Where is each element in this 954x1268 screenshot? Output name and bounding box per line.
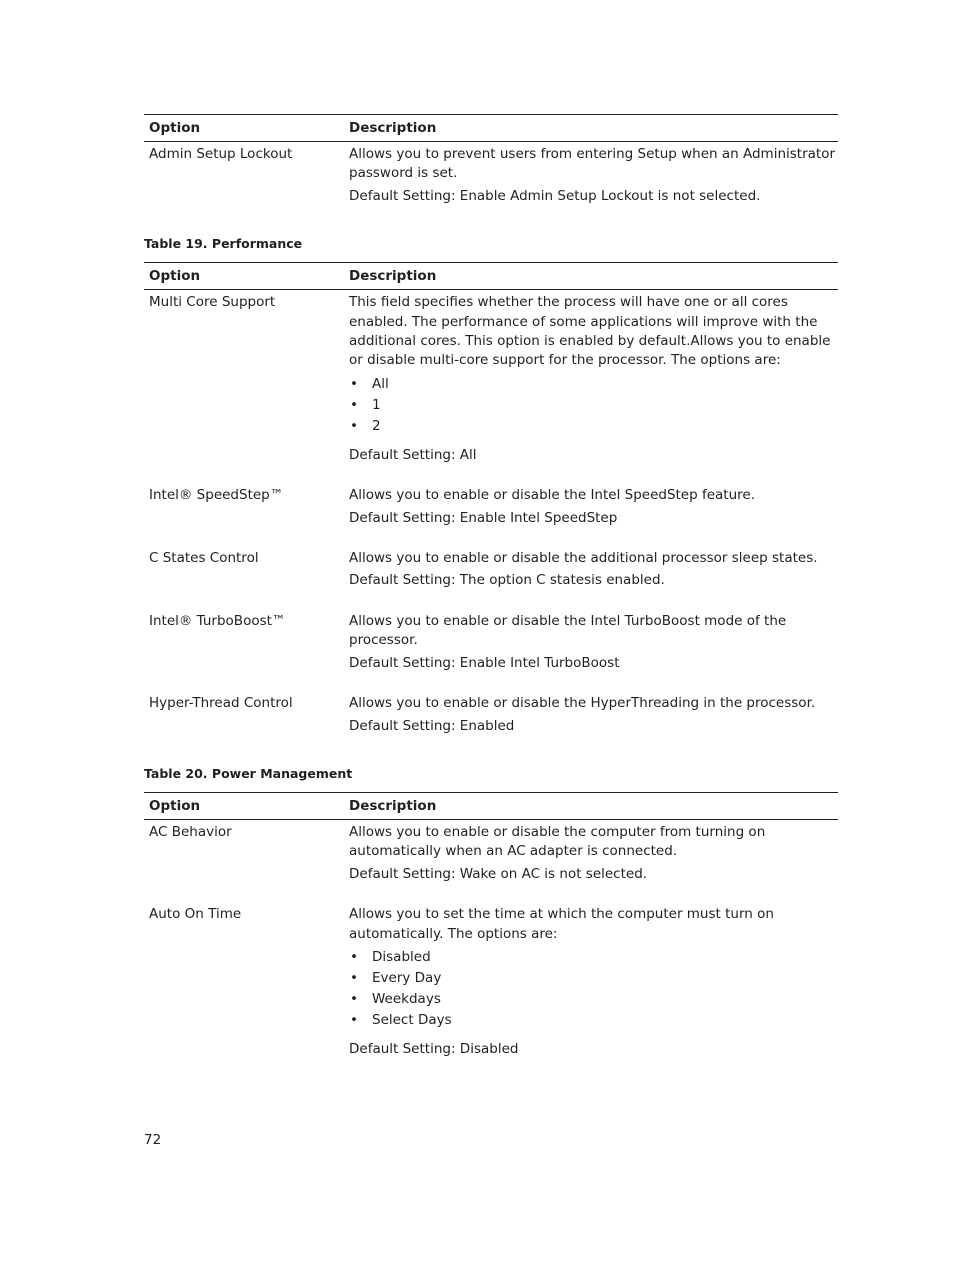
bullet-icon: • — [350, 375, 358, 392]
option-description — [349, 549, 838, 591]
list-item: • Every Day — [349, 969, 838, 990]
option-description — [349, 486, 838, 528]
option-name: Multi Core Support — [149, 294, 276, 311]
option-name: Intel® SpeedStep™ — [149, 487, 284, 504]
table-row-intel-turboboost — [144, 610, 838, 673]
default-setting: Default Setting: Wake on AC is not selected. — [349, 865, 648, 882]
default-setting: Default Setting: Enable Intel TurboBoost — [349, 654, 620, 671]
document-page — [144, 114, 838, 1059]
list-item: • 2 — [349, 417, 838, 438]
table-performance — [144, 236, 838, 736]
description-text: Allows you to enable or disable the Intel TurboBoost mode of the processor. — [349, 612, 787, 649]
option-description — [349, 694, 838, 736]
options-list — [349, 375, 838, 438]
option-name: C States Control — [149, 550, 259, 567]
list-item: • Disabled — [349, 948, 838, 969]
table-header — [144, 262, 838, 290]
description-text: Allows you to enable or disable the additional processor sleep states. — [349, 550, 818, 567]
header-description: Description — [349, 268, 437, 285]
default-setting: Default Setting: All — [349, 446, 477, 463]
header-description: Description — [349, 797, 437, 814]
header-option: Option — [149, 797, 201, 814]
bullet-icon: • — [350, 948, 358, 965]
table-row-admin-setup-lockout — [144, 142, 838, 206]
table-caption: Table 20. Power Management — [144, 765, 353, 781]
table-row-ac-behavior — [144, 820, 838, 884]
table-row-auto-on-time — [144, 903, 838, 1059]
description-text: Allows you to enable or disable the HyperThreading in the processor. — [349, 695, 816, 712]
header-option: Option — [149, 120, 201, 136]
options-list — [349, 948, 838, 1032]
header-description: Description — [349, 120, 437, 136]
list-item: • Select Days — [349, 1011, 838, 1032]
description-text: Allows you to prevent users from entering Setup when an Administrator password is set. — [349, 146, 836, 182]
description-text: Allows you to enable or disable the computer from turning on automatically when an AC adapter is connected. — [349, 823, 766, 860]
option-description — [349, 612, 838, 673]
option-name: AC Behavior — [149, 823, 232, 840]
option-description — [349, 905, 838, 1059]
description-text: Allows you to set the time at which the computer must turn on automatically. The options are: — [349, 906, 774, 942]
table-row-hyper-thread-control — [144, 692, 838, 736]
page-number: 72 — [144, 1132, 162, 1148]
default-setting: Default Setting: Enable Admin Setup Lockout is not selected. — [349, 187, 761, 204]
header-option: Option — [149, 268, 201, 285]
table-header — [144, 114, 838, 142]
table-row-intel-speedstep — [144, 484, 838, 528]
table-row-multi-core-support — [144, 290, 838, 465]
option-description — [349, 823, 838, 884]
table-security-tail — [144, 114, 838, 206]
table-power-management — [144, 766, 838, 1059]
bullet-icon: • — [350, 969, 358, 986]
list-item: • Weekdays — [349, 990, 838, 1011]
description-text: This field specifies whether the process will have one or all cores enabled. The performance of some applications will improve with the additional cores. This option is enabled by default.Allows you to enable or disable multi-core support for the processor. The options are: — [349, 294, 831, 369]
list-item: • 1 — [349, 396, 838, 417]
bullet-icon: • — [350, 396, 358, 413]
option-name: Intel® TurboBoost™ — [149, 612, 286, 629]
option-description — [349, 145, 838, 206]
default-setting: Default Setting: Enabled — [349, 717, 515, 734]
table-caption: Table 19. Performance — [144, 236, 303, 252]
option-name: Auto On Time — [149, 906, 242, 923]
option-name: Admin Setup Lockout — [149, 146, 293, 162]
bullet-icon: • — [350, 990, 358, 1007]
default-setting: Default Setting: The option C statesis enabled. — [349, 572, 665, 589]
table-header — [144, 792, 838, 820]
default-setting: Default Setting: Disabled — [349, 1040, 519, 1057]
table-row-c-states-control — [144, 547, 838, 591]
default-setting: Default Setting: Enable Intel SpeedStep — [349, 509, 618, 526]
bullet-icon: • — [350, 417, 358, 434]
option-name: Hyper-Thread Control — [149, 695, 293, 712]
bullet-icon: • — [350, 1011, 358, 1028]
option-description — [349, 293, 838, 465]
description-text: Allows you to enable or disable the Intel SpeedStep feature. — [349, 487, 756, 504]
list-item: • All — [349, 375, 838, 396]
